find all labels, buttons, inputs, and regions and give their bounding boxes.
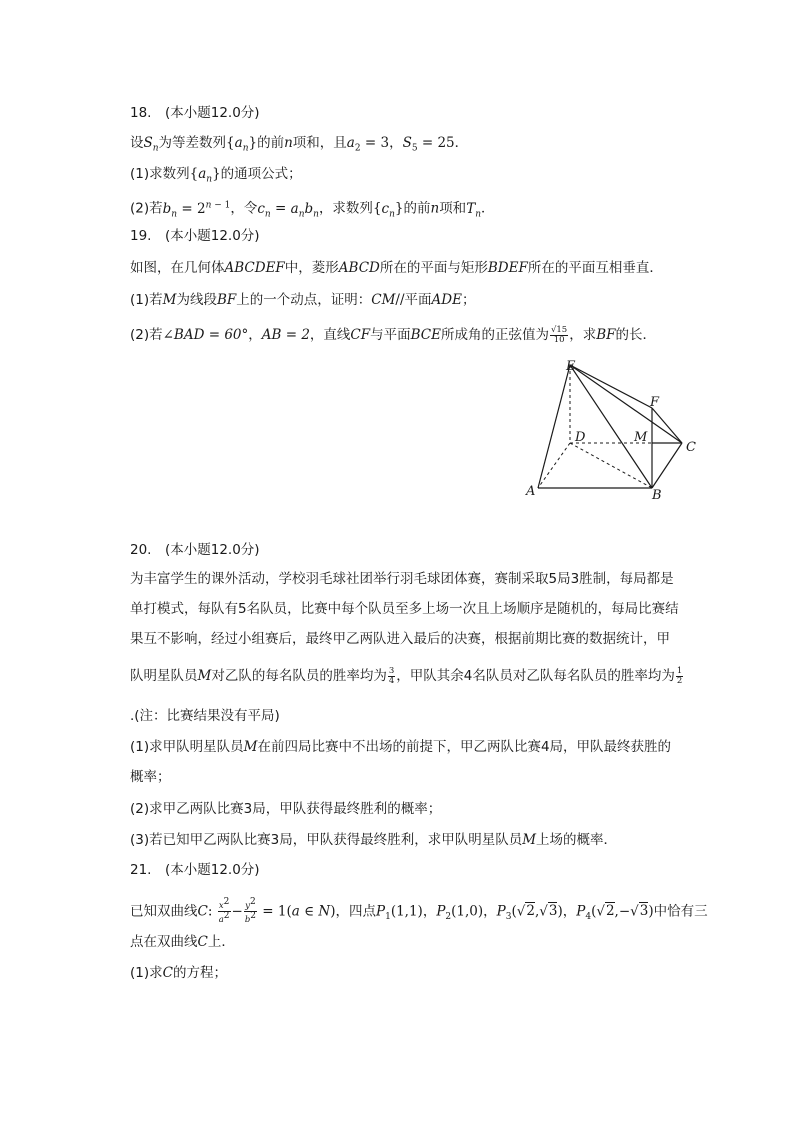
geometry-figure <box>520 355 710 505</box>
edge-EC <box>570 365 682 443</box>
q21-statement: 已知双曲线C: $\frac{x^2}{a^2}$ − $\frac{y^2}{b^2}$ = 1(a ∈ N)，四点$P_1(1,1)$，$P_2(1,0)$，$P_3(√2,√3)$，$P_4(√2,-√3)$中恰有三 <box>130 897 708 925</box>
q18-header: 18. (本小题12.0分) <box>130 105 260 121</box>
q20-line5: .(注：比赛结果没有平局) <box>130 708 280 724</box>
label-D: D <box>575 430 586 445</box>
label-M: M <box>634 430 648 445</box>
fraction-one-half: $\frac{1}{2}$ <box>676 665 683 686</box>
q20-part1: (1)求甲队明星队员M在前四局比赛中不出场的前提下，甲乙两队比赛4局，甲队最终获胜的 <box>130 739 672 755</box>
q18-part1: (1)求数列$\{a_n\}$的通项公式； <box>130 166 302 185</box>
edge-BC <box>652 443 682 488</box>
edge-EA <box>538 365 570 488</box>
edge-EF <box>570 365 652 408</box>
q19-part1: (1)若M为线段BF上的一个动点，证明：CM//平面ADE； <box>130 292 476 308</box>
label-A: A <box>526 484 536 499</box>
edge-EB <box>570 365 652 488</box>
q21-statement-cont: 点在双曲线C上． <box>130 934 235 950</box>
label-E: E <box>566 359 576 374</box>
fraction-three-quarters: $\frac{3}{4}$ <box>388 665 395 686</box>
q20-part3: (3)若已知甲乙两队比赛3局，甲队获得最终胜利，求甲队明星队员M上场的概率． <box>130 832 618 848</box>
q20-part1-cont: 概率； <box>130 769 171 785</box>
q19-header: 19. (本小题12.0分) <box>130 228 260 244</box>
q21-part1: (1)求C的方程； <box>130 965 227 981</box>
q18-statement: 设$S_n$为等差数列$\{a_n\}$的前n项和，且$a_2 = 3$，$S_5 = 25$． <box>130 135 469 154</box>
label-B: B <box>652 488 662 503</box>
q20-line3: 果互不影响，经过小组赛后，最终甲乙两队进入最后的决赛，根据前期比赛的数据统计，甲 <box>130 631 670 647</box>
q19-part2: (2)若∠BAD = 60°，AB = 2，直线CF与平面BCE所成角的正弦值为 $\frac{√15}{10}$ ，求BF的长． <box>130 324 657 345</box>
q19-statement: 如图，在几何体ABCDEF中，菱形ABCD所在的平面与矩形BDEF所在的平面互相垂直． <box>130 260 663 276</box>
edge-DB-hidden <box>570 443 652 488</box>
q20-line1: 为丰富学生的课外活动，学校羽毛球社团举行羽毛球团体赛，赛制采取5局3胜制，每局都是 <box>130 571 674 587</box>
q21-header: 21. (本小题12.0分) <box>130 862 260 878</box>
q20-header: 20. (本小题12.0分) <box>130 542 260 558</box>
edge-DA-hidden <box>538 443 570 488</box>
q18-part2: (2)若$b_n = 2^{n - 1}$，令$c_n = a_nb_n$，求数列$\{c_n\}$的前n项和$T_n$． <box>130 200 495 220</box>
q20-part2: (2)求甲乙两队比赛3局，甲队获得最终胜利的概率； <box>130 801 442 817</box>
q20-line2: 单打模式，每队有5名队员，比赛中每个队员至多上场一次且上场顺序是随机的，每局比赛结 <box>130 601 679 617</box>
fraction-sqrt15-over-10: $\frac{√15}{10}$ <box>550 324 568 345</box>
label-C: C <box>686 440 696 455</box>
q20-line4: 队明星队员M对乙队的每名队员的胜率均为 $\frac{3}{4}$ ，甲队其余4名队员对乙队每名队员的胜率均为 $\frac{1}{2}$ <box>130 665 683 686</box>
label-F: F <box>650 395 660 410</box>
